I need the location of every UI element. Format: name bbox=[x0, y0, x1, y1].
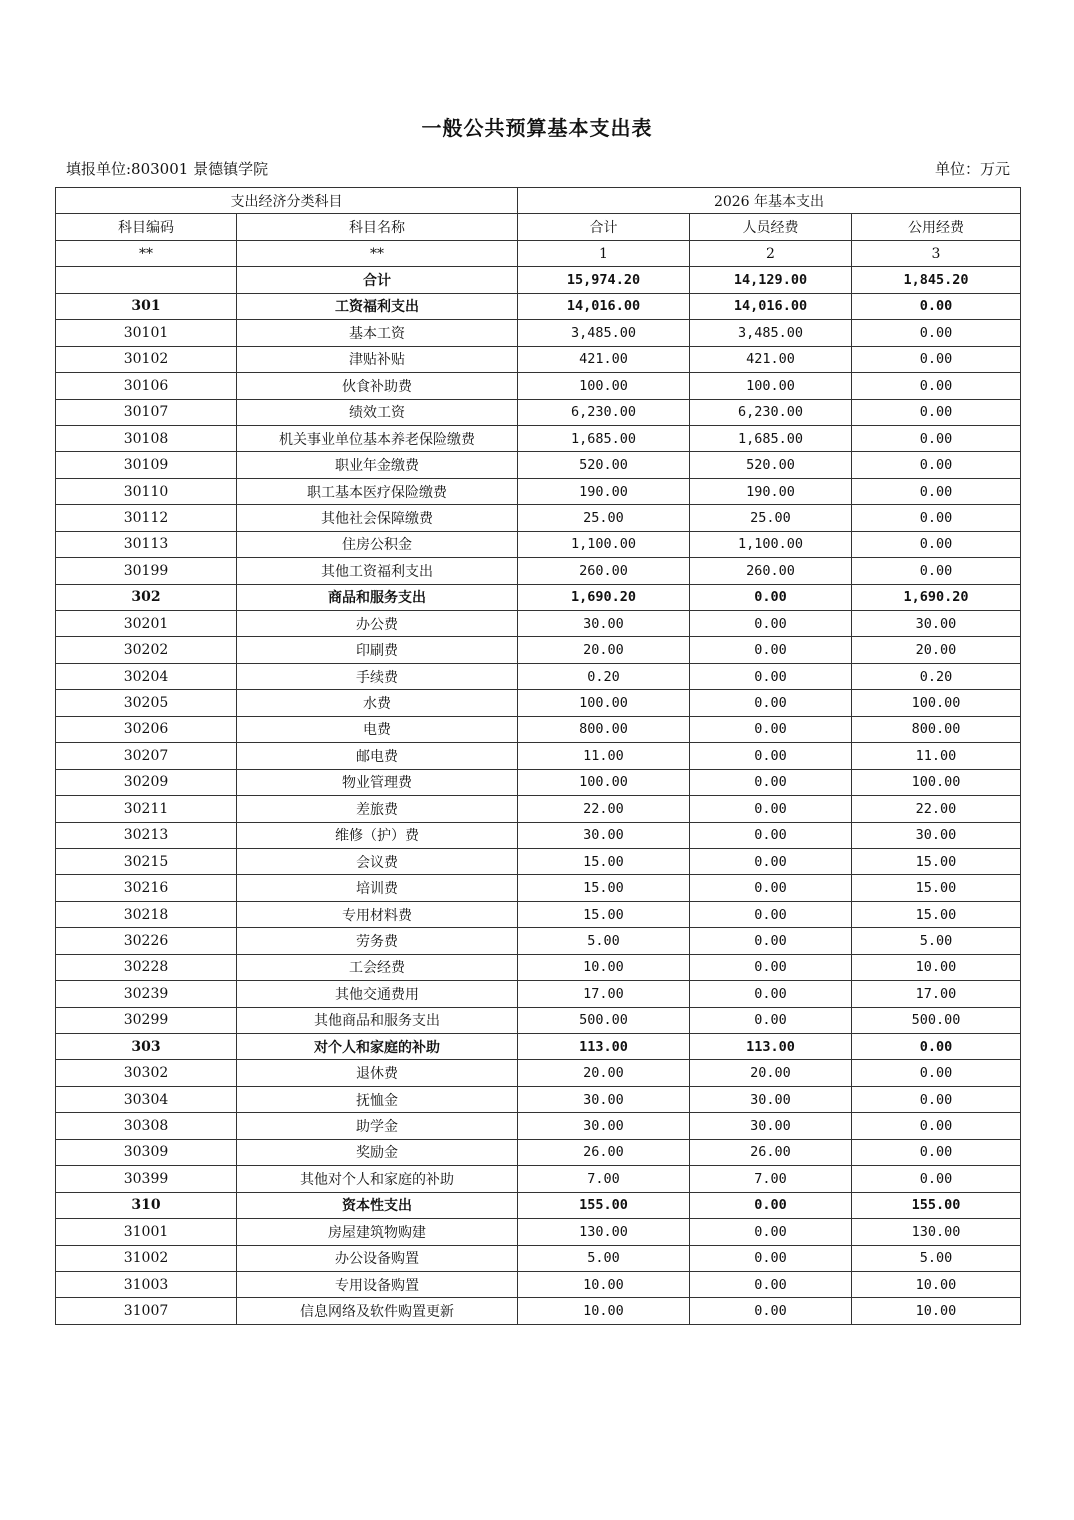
cell-code: 30106 bbox=[56, 373, 237, 399]
table-row bbox=[56, 690, 1021, 716]
cell-personnel: 25.00 bbox=[690, 505, 852, 531]
cell-personnel: 0.00 bbox=[690, 822, 852, 848]
cell-personnel: 0.00 bbox=[690, 875, 852, 901]
table-row bbox=[56, 743, 1021, 769]
cell-total: 10.00 bbox=[518, 1298, 690, 1324]
cell-name: 维修（护）费 bbox=[237, 822, 518, 848]
cell-public: 0.00 bbox=[852, 1060, 1021, 1086]
cell-total: 10.00 bbox=[518, 954, 690, 980]
cell-total: 520.00 bbox=[518, 452, 690, 478]
table-row bbox=[56, 637, 1021, 663]
cell-total: 1,685.00 bbox=[518, 425, 690, 451]
table-row bbox=[56, 346, 1021, 372]
cell-personnel: 0.00 bbox=[690, 981, 852, 1007]
table-row bbox=[56, 1034, 1021, 1060]
cell-total: 6,230.00 bbox=[518, 399, 690, 425]
table-row bbox=[56, 478, 1021, 504]
cell-name: 抚恤金 bbox=[237, 1086, 518, 1112]
cell-name: 助学金 bbox=[237, 1113, 518, 1139]
cell-personnel: 190.00 bbox=[690, 478, 852, 504]
cell-name: 商品和服务支出 bbox=[237, 584, 518, 610]
cell-public: 0.00 bbox=[852, 558, 1021, 584]
table-row bbox=[56, 848, 1021, 874]
header-index-row bbox=[56, 240, 1021, 266]
cell-total: 15.00 bbox=[518, 901, 690, 927]
table-row bbox=[56, 796, 1021, 822]
cell-total: 113.00 bbox=[518, 1034, 690, 1060]
cell-public: 30.00 bbox=[852, 611, 1021, 637]
cell-personnel: 3,485.00 bbox=[690, 320, 852, 346]
cell-public: 15.00 bbox=[852, 875, 1021, 901]
index-total: 1 bbox=[518, 240, 690, 266]
cell-public: 0.00 bbox=[852, 1139, 1021, 1165]
table-row bbox=[56, 399, 1021, 425]
cell-code: 30211 bbox=[56, 796, 237, 822]
cell-personnel: 0.00 bbox=[690, 1271, 852, 1297]
table-row bbox=[56, 1060, 1021, 1086]
cell-personnel: 100.00 bbox=[690, 373, 852, 399]
cell-code: 30201 bbox=[56, 611, 237, 637]
cell-personnel: 30.00 bbox=[690, 1113, 852, 1139]
cell-personnel: 14,129.00 bbox=[690, 267, 852, 293]
cell-name: 其他商品和服务支出 bbox=[237, 1007, 518, 1033]
cell-name: 其他工资福利支出 bbox=[237, 558, 518, 584]
page-title: 一般公共预算基本支出表 bbox=[421, 116, 653, 140]
cell-name: 房屋建筑物购建 bbox=[237, 1219, 518, 1245]
cell-public: 5.00 bbox=[852, 1245, 1021, 1271]
cell-code: 30213 bbox=[56, 822, 237, 848]
cell-public: 1,845.20 bbox=[852, 267, 1021, 293]
cell-personnel: 7.00 bbox=[690, 1166, 852, 1192]
header-name: 科目名称 bbox=[237, 214, 518, 240]
table-row bbox=[56, 320, 1021, 346]
cell-public: 100.00 bbox=[852, 769, 1021, 795]
cell-personnel: 0.00 bbox=[690, 796, 852, 822]
table-row bbox=[56, 1245, 1021, 1271]
cell-name: 水费 bbox=[237, 690, 518, 716]
cell-code: 30226 bbox=[56, 928, 237, 954]
cell-public: 0.00 bbox=[852, 1034, 1021, 1060]
cell-public: 0.00 bbox=[852, 346, 1021, 372]
cell-total: 20.00 bbox=[518, 1060, 690, 1086]
cell-total: 15.00 bbox=[518, 875, 690, 901]
cell-code: 310 bbox=[56, 1192, 237, 1218]
cell-public: 0.00 bbox=[852, 478, 1021, 504]
cell-code: 30216 bbox=[56, 875, 237, 901]
cell-personnel: 26.00 bbox=[690, 1139, 852, 1165]
cell-name: 印刷费 bbox=[237, 637, 518, 663]
cell-personnel: 0.00 bbox=[690, 954, 852, 980]
cell-total: 14,016.00 bbox=[518, 293, 690, 319]
cell-total: 500.00 bbox=[518, 1007, 690, 1033]
table-row bbox=[56, 822, 1021, 848]
cell-public: 100.00 bbox=[852, 690, 1021, 716]
table-row bbox=[56, 1192, 1021, 1218]
cell-personnel: 14,016.00 bbox=[690, 293, 852, 319]
cell-public: 10.00 bbox=[852, 1271, 1021, 1297]
cell-name: 职工基本医疗保险缴费 bbox=[237, 478, 518, 504]
table-row bbox=[56, 928, 1021, 954]
cell-code: 30107 bbox=[56, 399, 237, 425]
table-row bbox=[56, 981, 1021, 1007]
cell-total: 5.00 bbox=[518, 928, 690, 954]
cell-total: 7.00 bbox=[518, 1166, 690, 1192]
table-row bbox=[56, 267, 1021, 293]
cell-code: 31007 bbox=[56, 1298, 237, 1324]
cell-name: 手续费 bbox=[237, 663, 518, 689]
cell-name: 专用材料费 bbox=[237, 901, 518, 927]
cell-public: 10.00 bbox=[852, 954, 1021, 980]
cell-code: 30109 bbox=[56, 452, 237, 478]
cell-total: 155.00 bbox=[518, 1192, 690, 1218]
cell-code: 30304 bbox=[56, 1086, 237, 1112]
cell-code bbox=[56, 267, 237, 293]
cell-public: 800.00 bbox=[852, 716, 1021, 742]
cell-name: 会议费 bbox=[237, 848, 518, 874]
cell-code: 30113 bbox=[56, 531, 237, 557]
cell-personnel: 0.00 bbox=[690, 1245, 852, 1271]
table-row bbox=[56, 293, 1021, 319]
cell-total: 25.00 bbox=[518, 505, 690, 531]
table-body bbox=[56, 267, 1021, 1325]
cell-total: 11.00 bbox=[518, 743, 690, 769]
cell-public: 5.00 bbox=[852, 928, 1021, 954]
header-group-row bbox=[56, 188, 1021, 214]
cell-total: 15,974.20 bbox=[518, 267, 690, 293]
cell-total: 1,690.20 bbox=[518, 584, 690, 610]
cell-total: 30.00 bbox=[518, 1086, 690, 1112]
cell-personnel: 0.00 bbox=[690, 1298, 852, 1324]
cell-total: 260.00 bbox=[518, 558, 690, 584]
cell-code: 303 bbox=[56, 1034, 237, 1060]
cell-public: 155.00 bbox=[852, 1192, 1021, 1218]
cell-code: 30205 bbox=[56, 690, 237, 716]
cell-personnel: 1,100.00 bbox=[690, 531, 852, 557]
cell-public: 17.00 bbox=[852, 981, 1021, 1007]
cell-name: 基本工资 bbox=[237, 320, 518, 346]
cell-name: 其他对个人和家庭的补助 bbox=[237, 1166, 518, 1192]
cell-code: 30112 bbox=[56, 505, 237, 531]
header-column-row bbox=[56, 214, 1021, 240]
cell-personnel: 0.00 bbox=[690, 584, 852, 610]
table-row bbox=[56, 373, 1021, 399]
cell-total: 15.00 bbox=[518, 848, 690, 874]
cell-personnel: 20.00 bbox=[690, 1060, 852, 1086]
table-row bbox=[56, 954, 1021, 980]
table-row bbox=[56, 769, 1021, 795]
cell-total: 100.00 bbox=[518, 373, 690, 399]
currency-unit: 单位：万元 bbox=[934, 160, 1010, 178]
cell-public: 11.00 bbox=[852, 743, 1021, 769]
cell-name: 电费 bbox=[237, 716, 518, 742]
header-public: 公用经费 bbox=[852, 214, 1021, 240]
table-row bbox=[56, 663, 1021, 689]
cell-public: 30.00 bbox=[852, 822, 1021, 848]
cell-code: 30110 bbox=[56, 478, 237, 504]
cell-public: 15.00 bbox=[852, 901, 1021, 927]
index-name: ** bbox=[237, 240, 518, 266]
cell-name: 物业管理费 bbox=[237, 769, 518, 795]
cell-total: 100.00 bbox=[518, 690, 690, 716]
cell-public: 22.00 bbox=[852, 796, 1021, 822]
cell-total: 800.00 bbox=[518, 716, 690, 742]
cell-personnel: 260.00 bbox=[690, 558, 852, 584]
cell-personnel: 0.00 bbox=[690, 1192, 852, 1218]
cell-code: 30101 bbox=[56, 320, 237, 346]
budget-table bbox=[55, 187, 1021, 1325]
table-row bbox=[56, 1113, 1021, 1139]
cell-code: 31003 bbox=[56, 1271, 237, 1297]
cell-code: 30102 bbox=[56, 346, 237, 372]
cell-name: 培训费 bbox=[237, 875, 518, 901]
table-row bbox=[56, 1219, 1021, 1245]
cell-public: 10.00 bbox=[852, 1298, 1021, 1324]
cell-code: 30239 bbox=[56, 981, 237, 1007]
cell-public: 1,690.20 bbox=[852, 584, 1021, 610]
cell-public: 15.00 bbox=[852, 848, 1021, 874]
table-row bbox=[56, 1139, 1021, 1165]
cell-name: 差旅费 bbox=[237, 796, 518, 822]
cell-code: 30309 bbox=[56, 1139, 237, 1165]
cell-name: 机关事业单位基本养老保险缴费 bbox=[237, 425, 518, 451]
cell-total: 0.20 bbox=[518, 663, 690, 689]
table-row bbox=[56, 584, 1021, 610]
cell-name: 专用设备购置 bbox=[237, 1271, 518, 1297]
cell-personnel: 6,230.00 bbox=[690, 399, 852, 425]
table-row bbox=[56, 1086, 1021, 1112]
cell-public: 0.00 bbox=[852, 1113, 1021, 1139]
cell-code: 30199 bbox=[56, 558, 237, 584]
cell-name: 其他社会保障缴费 bbox=[237, 505, 518, 531]
cell-code: 30218 bbox=[56, 901, 237, 927]
cell-code: 30204 bbox=[56, 663, 237, 689]
cell-personnel: 0.00 bbox=[690, 901, 852, 927]
cell-public: 500.00 bbox=[852, 1007, 1021, 1033]
cell-name: 信息网络及软件购置更新 bbox=[237, 1298, 518, 1324]
cell-name: 资本性支出 bbox=[237, 1192, 518, 1218]
cell-name: 劳务费 bbox=[237, 928, 518, 954]
cell-name: 住房公积金 bbox=[237, 531, 518, 557]
cell-name: 其他交通费用 bbox=[237, 981, 518, 1007]
cell-total: 100.00 bbox=[518, 769, 690, 795]
cell-personnel: 0.00 bbox=[690, 690, 852, 716]
cell-personnel: 0.00 bbox=[690, 716, 852, 742]
cell-code: 30209 bbox=[56, 769, 237, 795]
cell-personnel: 0.00 bbox=[690, 611, 852, 637]
cell-personnel: 0.00 bbox=[690, 1007, 852, 1033]
cell-total: 26.00 bbox=[518, 1139, 690, 1165]
index-personnel: 2 bbox=[690, 240, 852, 266]
cell-total: 190.00 bbox=[518, 478, 690, 504]
table-row bbox=[56, 531, 1021, 557]
cell-personnel: 30.00 bbox=[690, 1086, 852, 1112]
table-row bbox=[56, 425, 1021, 451]
cell-code: 301 bbox=[56, 293, 237, 319]
cell-name: 职业年金缴费 bbox=[237, 452, 518, 478]
cell-public: 0.00 bbox=[852, 373, 1021, 399]
cell-name: 邮电费 bbox=[237, 743, 518, 769]
cell-public: 20.00 bbox=[852, 637, 1021, 663]
table-row bbox=[56, 1298, 1021, 1324]
cell-code: 30228 bbox=[56, 954, 237, 980]
cell-code: 30308 bbox=[56, 1113, 237, 1139]
table-row bbox=[56, 505, 1021, 531]
cell-personnel: 113.00 bbox=[690, 1034, 852, 1060]
cell-personnel: 0.00 bbox=[690, 1219, 852, 1245]
header-group-basic-expenditure: 2026 年基本支出 bbox=[518, 188, 1021, 214]
cell-name: 工资福利支出 bbox=[237, 293, 518, 319]
header-total: 合计 bbox=[518, 214, 690, 240]
cell-public: 0.00 bbox=[852, 293, 1021, 319]
cell-total: 20.00 bbox=[518, 637, 690, 663]
cell-public: 0.20 bbox=[852, 663, 1021, 689]
cell-personnel: 0.00 bbox=[690, 637, 852, 663]
cell-total: 421.00 bbox=[518, 346, 690, 372]
cell-total: 130.00 bbox=[518, 1219, 690, 1245]
cell-personnel: 520.00 bbox=[690, 452, 852, 478]
cell-public: 0.00 bbox=[852, 1086, 1021, 1112]
cell-total: 5.00 bbox=[518, 1245, 690, 1271]
cell-code: 30202 bbox=[56, 637, 237, 663]
table-row bbox=[56, 716, 1021, 742]
cell-total: 30.00 bbox=[518, 611, 690, 637]
cell-total: 1,100.00 bbox=[518, 531, 690, 557]
cell-code: 30399 bbox=[56, 1166, 237, 1192]
table-row bbox=[56, 611, 1021, 637]
cell-code: 30207 bbox=[56, 743, 237, 769]
cell-name: 对个人和家庭的补助 bbox=[237, 1034, 518, 1060]
cell-personnel: 0.00 bbox=[690, 769, 852, 795]
cell-public: 0.00 bbox=[852, 531, 1021, 557]
cell-name: 办公费 bbox=[237, 611, 518, 637]
cell-name: 奖励金 bbox=[237, 1139, 518, 1165]
cell-code: 30108 bbox=[56, 425, 237, 451]
cell-name: 津贴补贴 bbox=[237, 346, 518, 372]
cell-public: 0.00 bbox=[852, 425, 1021, 451]
header-group-economic-class: 支出经济分类科目 bbox=[56, 188, 518, 214]
cell-personnel: 421.00 bbox=[690, 346, 852, 372]
cell-total: 30.00 bbox=[518, 1113, 690, 1139]
cell-total: 3,485.00 bbox=[518, 320, 690, 346]
cell-name: 伙食补助费 bbox=[237, 373, 518, 399]
cell-public: 0.00 bbox=[852, 452, 1021, 478]
cell-name: 办公设备购置 bbox=[237, 1245, 518, 1271]
cell-public: 0.00 bbox=[852, 505, 1021, 531]
cell-name: 合计 bbox=[237, 267, 518, 293]
table-row bbox=[56, 558, 1021, 584]
cell-code: 30299 bbox=[56, 1007, 237, 1033]
index-code: ** bbox=[56, 240, 237, 266]
cell-personnel: 0.00 bbox=[690, 848, 852, 874]
cell-total: 30.00 bbox=[518, 822, 690, 848]
cell-total: 10.00 bbox=[518, 1271, 690, 1297]
table-row bbox=[56, 452, 1021, 478]
cell-code: 302 bbox=[56, 584, 237, 610]
cell-personnel: 1,685.00 bbox=[690, 425, 852, 451]
index-public: 3 bbox=[852, 240, 1021, 266]
cell-personnel: 0.00 bbox=[690, 663, 852, 689]
cell-code: 30206 bbox=[56, 716, 237, 742]
header-code: 科目编码 bbox=[56, 214, 237, 240]
cell-total: 17.00 bbox=[518, 981, 690, 1007]
cell-code: 31001 bbox=[56, 1219, 237, 1245]
table-row bbox=[56, 1271, 1021, 1297]
cell-name: 绩效工资 bbox=[237, 399, 518, 425]
cell-personnel: 0.00 bbox=[690, 743, 852, 769]
cell-code: 30302 bbox=[56, 1060, 237, 1086]
cell-personnel: 0.00 bbox=[690, 928, 852, 954]
cell-public: 0.00 bbox=[852, 399, 1021, 425]
cell-public: 0.00 bbox=[852, 1166, 1021, 1192]
header-personnel: 人员经费 bbox=[690, 214, 852, 240]
cell-public: 0.00 bbox=[852, 320, 1021, 346]
cell-code: 31002 bbox=[56, 1245, 237, 1271]
cell-total: 22.00 bbox=[518, 796, 690, 822]
table-row bbox=[56, 1166, 1021, 1192]
cell-name: 退休费 bbox=[237, 1060, 518, 1086]
table-row bbox=[56, 901, 1021, 927]
cell-public: 130.00 bbox=[852, 1219, 1021, 1245]
table-row bbox=[56, 875, 1021, 901]
reporting-unit: 填报单位:803001 景德镇学院 bbox=[66, 160, 269, 178]
table-row bbox=[56, 1007, 1021, 1033]
cell-code: 30215 bbox=[56, 848, 237, 874]
cell-name: 工会经费 bbox=[237, 954, 518, 980]
